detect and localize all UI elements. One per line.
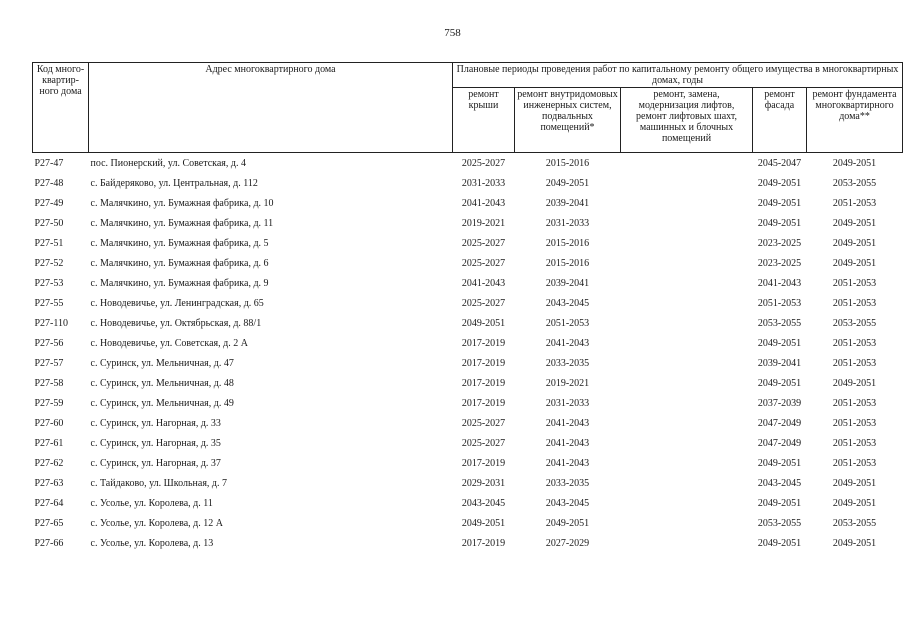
cell-foundation: 2049-2051: [832, 257, 877, 269]
cell-address: с. Малячкино, ул. Бумажная фабрика, д. 5: [90, 237, 269, 249]
header-code: Код много-квартир-ного дома: [33, 63, 89, 153]
cell-roof: 2025-2027: [461, 437, 506, 449]
cell-foundation: 2049-2051: [832, 157, 877, 169]
cell-elevators: [621, 293, 753, 313]
cell-address: с. Усолье, ул. Королева, д. 13: [90, 537, 214, 549]
cell-elevators: [621, 433, 753, 453]
cell-address: с. Суринск, ул. Мельничная, д. 49: [90, 397, 234, 409]
cell-address: с. Суринск, ул. Нагорная, д. 35: [90, 437, 221, 449]
cell-foundation: 2049-2051: [832, 477, 877, 489]
cell-facade: 2047-2049: [757, 417, 802, 429]
page-number: 758: [444, 27, 461, 39]
table-body: [33, 153, 903, 554]
cell-facade: 2053-2055: [757, 317, 802, 329]
cell-facade: 2023-2025: [757, 257, 802, 269]
cell-address: с. Тайдаково, ул. Школьная, д. 7: [90, 477, 228, 489]
table-row: [33, 273, 903, 293]
cell-code: Р27-50: [34, 217, 64, 229]
cell-roof: 2017-2019: [461, 397, 506, 409]
cell-facade: 2049-2051: [757, 197, 802, 209]
cell-code: Р27-61: [34, 437, 64, 449]
cell-code: Р27-63: [34, 477, 64, 489]
cell-foundation: 2051-2053: [832, 417, 877, 429]
cell-roof: 2049-2051: [461, 317, 506, 329]
table-row: [33, 493, 903, 513]
cell-address: с. Новодевичье, ул. Ленинградская, д. 65: [90, 297, 264, 309]
cell-foundation: 2051-2053: [832, 457, 877, 469]
cell-roof: 2049-2051: [461, 517, 506, 529]
cell-elevators: [621, 253, 753, 273]
cell-elevators: [621, 513, 753, 533]
cell-facade: 2053-2055: [757, 517, 802, 529]
cell-code: Р27-47: [34, 157, 64, 169]
cell-address: с. Суринск, ул. Нагорная, д. 37: [90, 457, 221, 469]
cell-code: Р27-66: [34, 537, 64, 549]
cell-foundation: 2049-2051: [832, 377, 877, 389]
cell-engineering: 2039-2041: [545, 277, 590, 289]
table-row: [33, 333, 903, 353]
cell-elevators: [621, 313, 753, 333]
cell-roof: 2017-2019: [461, 357, 506, 369]
header-periods: Плановые периоды проведения работ по капитальному ремонту общего имущества в многоквартирных домах, годы: [453, 63, 903, 88]
cell-elevators: [621, 173, 753, 193]
cell-address: с. Новодевичье, ул. Октябрьская, д. 88/1: [90, 317, 262, 329]
cell-foundation: 2051-2053: [832, 437, 877, 449]
cell-engineering: 2049-2051: [545, 177, 590, 189]
cell-engineering: 2041-2043: [545, 437, 590, 449]
cell-code: Р27-51: [34, 237, 64, 249]
cell-engineering: 2019-2021: [545, 377, 590, 389]
cell-foundation: 2051-2053: [832, 277, 877, 289]
cell-elevators: [621, 413, 753, 433]
cell-roof: 2031-2033: [461, 177, 506, 189]
cell-facade: 2047-2049: [757, 437, 802, 449]
cell-facade: 2049-2051: [757, 177, 802, 189]
cell-engineering: 2041-2043: [545, 337, 590, 349]
cell-foundation: 2049-2051: [832, 497, 877, 509]
cell-address: с. Байдеряково, ул. Центральная, д. 112: [90, 177, 258, 189]
table-row: [33, 213, 903, 233]
cell-engineering: 2039-2041: [545, 197, 590, 209]
cell-engineering: 2027-2029: [545, 537, 590, 549]
cell-foundation: 2051-2053: [832, 337, 877, 349]
cell-address: с. Усолье, ул. Королева, д. 12 А: [90, 517, 223, 529]
cell-code: Р27-110: [34, 317, 69, 329]
cell-elevators: [621, 393, 753, 413]
cell-elevators: [621, 493, 753, 513]
cell-engineering: 2033-2035: [545, 357, 590, 369]
cell-foundation: 2049-2051: [832, 217, 877, 229]
table-row: [33, 253, 903, 273]
cell-roof: 2025-2027: [461, 157, 506, 169]
cell-facade: 2049-2051: [757, 217, 802, 229]
cell-code: Р27-64: [34, 497, 64, 509]
table-row: [33, 313, 903, 333]
cell-code: Р27-48: [34, 177, 64, 189]
cell-engineering: 2043-2045: [545, 497, 590, 509]
cell-engineering: 2041-2043: [545, 457, 590, 469]
cell-address: с. Малячкино, ул. Бумажная фабрика, д. 10: [90, 197, 274, 209]
cell-code: Р27-55: [34, 297, 64, 309]
cell-facade: 2023-2025: [757, 237, 802, 249]
cell-foundation: 2051-2053: [832, 297, 877, 309]
cell-code: Р27-60: [34, 417, 64, 429]
cell-facade: 2049-2051: [757, 457, 802, 469]
cell-facade: 2045-2047: [757, 157, 802, 169]
cell-facade: 2039-2041: [757, 357, 802, 369]
cell-code: Р27-56: [34, 337, 64, 349]
header-row: [33, 63, 903, 88]
cell-roof: 2025-2027: [461, 257, 506, 269]
cell-address: пос. Пионерский, ул. Советская, д. 4: [90, 157, 246, 169]
cell-facade: 2049-2051: [757, 537, 802, 549]
cell-code: Р27-62: [34, 457, 64, 469]
table-row: [33, 393, 903, 413]
cell-foundation: 2053-2055: [832, 317, 877, 329]
cell-elevators: [621, 353, 753, 373]
cell-elevators: [621, 193, 753, 213]
cell-address: с. Малячкино, ул. Бумажная фабрика, д. 11: [90, 217, 274, 229]
cell-facade: 2043-2045: [757, 477, 802, 489]
cell-engineering: 2031-2033: [545, 397, 590, 409]
cell-engineering: 2041-2043: [545, 417, 590, 429]
table-row: [33, 453, 903, 473]
cell-code: Р27-65: [34, 517, 64, 529]
table-row: [33, 413, 903, 433]
table-row: [33, 153, 903, 174]
table-row: [33, 233, 903, 253]
cell-code: Р27-52: [34, 257, 64, 269]
cell-roof: 2017-2019: [461, 457, 506, 469]
table-row: [33, 373, 903, 393]
cell-elevators: [621, 233, 753, 253]
cell-engineering: 2015-2016: [545, 157, 590, 169]
cell-foundation: 2049-2051: [832, 237, 877, 249]
cell-roof: 2017-2019: [461, 337, 506, 349]
cell-roof: 2041-2043: [461, 277, 506, 289]
cell-elevators: [621, 373, 753, 393]
table-row: [33, 353, 903, 373]
table-row: [33, 193, 903, 213]
cell-engineering: 2033-2035: [545, 477, 590, 489]
cell-roof: 2029-2031: [461, 477, 506, 489]
cell-roof: 2041-2043: [461, 197, 506, 209]
cell-roof: 2025-2027: [461, 237, 506, 249]
cell-engineering: 2043-2045: [545, 297, 590, 309]
cell-engineering: 2051-2053: [545, 317, 590, 329]
cell-elevators: [621, 473, 753, 493]
cell-roof: 2025-2027: [461, 297, 506, 309]
cell-elevators: [621, 153, 753, 174]
cell-address: с. Усолье, ул. Королева, д. 11: [90, 497, 213, 509]
cell-engineering: 2015-2016: [545, 237, 590, 249]
table-row: [33, 473, 903, 493]
cell-address: с. Малячкино, ул. Бумажная фабрика, д. 9: [90, 277, 269, 289]
cell-foundation: 2053-2055: [832, 517, 877, 529]
table-row: [33, 433, 903, 453]
header-elevators: ремонт, замена, модернизация лифтов, ремонт лифтовых шахт, машинных и блочных помещений: [621, 88, 753, 153]
cell-elevators: [621, 213, 753, 233]
cell-foundation: 2051-2053: [832, 197, 877, 209]
cell-engineering: 2015-2016: [545, 257, 590, 269]
cell-roof: 2043-2045: [461, 497, 506, 509]
cell-address: с. Суринск, ул. Нагорная, д. 33: [90, 417, 221, 429]
cell-foundation: 2053-2055: [832, 177, 877, 189]
cell-engineering: 2031-2033: [545, 217, 590, 229]
cell-facade: 2049-2051: [757, 377, 802, 389]
cell-elevators: [621, 333, 753, 353]
cell-address: с. Новодевичье, ул. Советская, д. 2 А: [90, 337, 248, 349]
cell-roof: 2017-2019: [461, 377, 506, 389]
cell-foundation: 2049-2051: [832, 537, 877, 549]
header-foundation: ремонт фундамента многоквартирного дома**: [807, 88, 903, 153]
table-row: [33, 173, 903, 193]
cell-code: Р27-58: [34, 377, 64, 389]
cell-engineering: 2049-2051: [545, 517, 590, 529]
table-row: [33, 533, 903, 553]
header-facade: ремонт фасада: [753, 88, 807, 153]
cell-foundation: 2051-2053: [832, 357, 877, 369]
header-roof: ремонт крыши: [453, 88, 515, 153]
cell-code: Р27-53: [34, 277, 64, 289]
header-engineering: ремонт внутридомовых инженерных систем, подвальных помещений*: [515, 88, 621, 153]
cell-facade: 2041-2043: [757, 277, 802, 289]
cell-facade: 2049-2051: [757, 497, 802, 509]
cell-elevators: [621, 533, 753, 553]
cell-code: Р27-49: [34, 197, 64, 209]
header-address: Адрес многоквартирного дома: [89, 63, 453, 153]
cell-roof: 2017-2019: [461, 537, 506, 549]
cell-elevators: [621, 453, 753, 473]
cell-facade: 2051-2053: [757, 297, 802, 309]
table-row: [33, 513, 903, 533]
cell-facade: 2037-2039: [757, 397, 802, 409]
cell-address: с. Малячкино, ул. Бумажная фабрика, д. 6: [90, 257, 269, 269]
cell-roof: 2019-2021: [461, 217, 506, 229]
cell-roof: 2025-2027: [461, 417, 506, 429]
cell-code: Р27-57: [34, 357, 64, 369]
cell-address: с. Суринск, ул. Мельничная, д. 47: [90, 357, 234, 369]
capital-repair-table: [32, 62, 903, 553]
cell-foundation: 2051-2053: [832, 397, 877, 409]
cell-address: с. Суринск, ул. Мельничная, д. 48: [90, 377, 234, 389]
cell-code: Р27-59: [34, 397, 64, 409]
cell-elevators: [621, 273, 753, 293]
cell-facade: 2049-2051: [757, 337, 802, 349]
table-row: [33, 293, 903, 313]
